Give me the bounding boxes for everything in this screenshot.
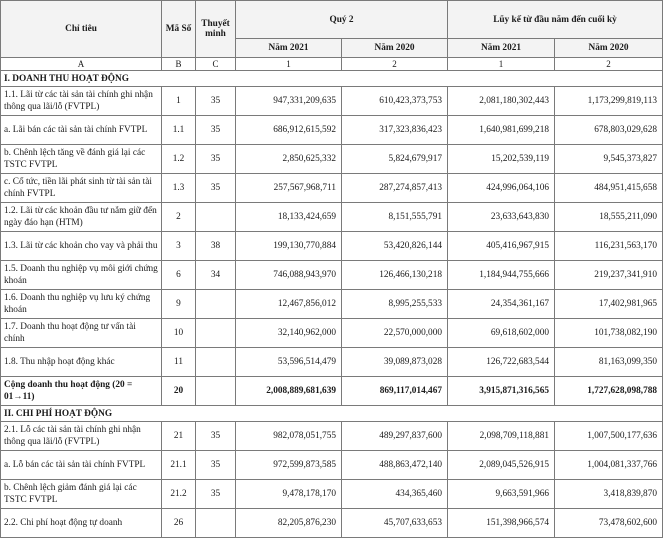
header-thuyet-minh: Thuyết minh — [196, 1, 236, 58]
ytd-2021-value: 1,640,981,699,218 — [448, 116, 555, 145]
row-label: Cộng doanh thu hoạt động (20 = 01→11) — [1, 377, 162, 406]
quarter-2021-value: 972,599,873,585 — [236, 451, 342, 480]
column-index: C — [196, 58, 236, 71]
row-note — [196, 377, 236, 406]
quarter-2020-value: 126,466,130,218 — [342, 261, 448, 290]
row-label: 1.3. Lãi từ các khoản cho vay và phải thu — [1, 232, 162, 261]
header-ytd-2021: Năm 2021 — [448, 39, 555, 58]
ytd-2020-value: 3,418,839,870 — [555, 480, 663, 509]
quarter-2020-value: 8,995,255,533 — [342, 290, 448, 319]
table-row — [1, 509, 663, 538]
ytd-2020-value: 116,231,563,170 — [555, 232, 663, 261]
quarter-2020-value: 488,863,472,140 — [342, 451, 448, 480]
row-label: a. Lãi bán các tài sản tài chính FVTPL — [1, 116, 162, 145]
row-label: b. Chênh lệch giảm đánh giá lại các TSTC FVTPL — [1, 480, 162, 509]
ytd-2021-value: 15,202,539,119 — [448, 145, 555, 174]
table-row — [1, 203, 663, 232]
ytd-2020-value: 1,727,628,098,788 — [555, 377, 663, 406]
table-row — [1, 480, 663, 509]
table-row — [1, 261, 663, 290]
row-code: 11 — [162, 348, 196, 377]
quarter-2020-value: 8,151,555,791 — [342, 203, 448, 232]
quarter-2020-value: 45,707,633,653 — [342, 509, 448, 538]
ytd-2021-value: 9,663,591,966 — [448, 480, 555, 509]
column-index: B — [162, 58, 196, 71]
row-label: 2.1. Lỗ các tài sản tài chính ghi nhận thông qua lãi/lỗ (FVTPL) — [1, 422, 162, 451]
quarter-2020-value: 434,365,460 — [342, 480, 448, 509]
row-label: 1.7. Doanh thu hoạt động tư vấn tài chính — [1, 319, 162, 348]
row-note: 35 — [196, 116, 236, 145]
quarter-2020-value: 22,570,000,000 — [342, 319, 448, 348]
header-quarter-2020: Năm 2020 — [342, 39, 448, 58]
header-ytd-2020: Năm 2020 — [555, 39, 663, 58]
ytd-2021-value: 2,098,709,118,881 — [448, 422, 555, 451]
row-note: 35 — [196, 480, 236, 509]
ytd-2020-value: 1,004,081,337,766 — [555, 451, 663, 480]
row-code: 21.2 — [162, 480, 196, 509]
ytd-2021-value: 1,184,944,755,666 — [448, 261, 555, 290]
table-row — [1, 348, 663, 377]
table-row — [1, 451, 663, 480]
header-quarter-2021: Năm 2021 — [236, 39, 342, 58]
table-body — [1, 71, 663, 538]
column-index: 1 — [236, 58, 342, 71]
row-label: 1.1. Lãi từ các tài sản tài chính ghi nhận thông qua lãi/lỗ (FVTPL) — [1, 87, 162, 116]
ytd-2020-value: 1,007,500,177,636 — [555, 422, 663, 451]
quarter-2021-value: 746,088,943,970 — [236, 261, 342, 290]
ytd-2020-value: 17,402,981,965 — [555, 290, 663, 319]
quarter-2020-value: 5,824,679,917 — [342, 145, 448, 174]
row-label: b. Chênh lệch tăng về đánh giá lại các TSTC FVTPL — [1, 145, 162, 174]
total-row — [1, 377, 663, 406]
row-note — [196, 290, 236, 319]
ytd-2021-value: 69,618,602,000 — [448, 319, 555, 348]
row-code: 20 — [162, 377, 196, 406]
row-label: 1.2. Lãi từ các khoản đầu tư nắm giữ đến ngày đáo hạn (HTM) — [1, 203, 162, 232]
row-code: 1.1 — [162, 116, 196, 145]
quarter-2021-value: 18,133,424,659 — [236, 203, 342, 232]
row-code: 3 — [162, 232, 196, 261]
quarter-2020-value: 869,117,014,467 — [342, 377, 448, 406]
row-code: 1.2 — [162, 145, 196, 174]
row-code: 21 — [162, 422, 196, 451]
table-row — [1, 232, 663, 261]
table-row — [1, 319, 663, 348]
row-note: 35 — [196, 451, 236, 480]
column-index-row — [1, 58, 663, 71]
ytd-2021-value: 2,089,045,526,915 — [448, 451, 555, 480]
row-note: 35 — [196, 174, 236, 203]
table-row — [1, 87, 663, 116]
ytd-2021-value: 3,915,871,316,565 — [448, 377, 555, 406]
quarter-2021-value: 12,467,856,012 — [236, 290, 342, 319]
row-note — [196, 319, 236, 348]
row-label: a. Lỗ bán các tài sản tài chính FVTPL — [1, 451, 162, 480]
section-header-row — [1, 406, 663, 422]
quarter-2021-value: 2,850,625,332 — [236, 145, 342, 174]
section-header-row — [1, 71, 663, 87]
header-ma-so: Mã Số — [162, 1, 196, 58]
table-row — [1, 290, 663, 319]
row-note: 38 — [196, 232, 236, 261]
row-note — [196, 509, 236, 538]
ytd-2021-value: 405,416,967,915 — [448, 232, 555, 261]
ytd-2021-value: 2,081,180,302,443 — [448, 87, 555, 116]
ytd-2021-value: 23,633,643,830 — [448, 203, 555, 232]
ytd-2020-value: 9,545,373,827 — [555, 145, 663, 174]
quarter-2020-value: 489,297,837,600 — [342, 422, 448, 451]
ytd-2021-value: 126,722,683,544 — [448, 348, 555, 377]
row-code: 2 — [162, 203, 196, 232]
quarter-2021-value: 947,331,209,635 — [236, 87, 342, 116]
row-code: 9 — [162, 290, 196, 319]
quarter-2021-value: 9,478,178,170 — [236, 480, 342, 509]
row-code: 6 — [162, 261, 196, 290]
quarter-2020-value: 317,323,836,423 — [342, 116, 448, 145]
ytd-2021-value: 24,354,361,167 — [448, 290, 555, 319]
ytd-2021-value: 151,398,966,574 — [448, 509, 555, 538]
quarter-2020-value: 39,089,873,028 — [342, 348, 448, 377]
section-title: I. DOANH THU HOẠT ĐỘNG — [1, 71, 663, 87]
ytd-2020-value: 18,555,211,090 — [555, 203, 663, 232]
quarter-2021-value: 2,008,889,681,639 — [236, 377, 342, 406]
row-code: 1.3 — [162, 174, 196, 203]
table-row — [1, 422, 663, 451]
header-quy-2: Quý 2 — [236, 1, 448, 39]
ytd-2020-value: 219,237,341,910 — [555, 261, 663, 290]
table-row — [1, 116, 663, 145]
row-note — [196, 203, 236, 232]
row-label: 1.6. Doanh thu nghiệp vụ lưu ký chứng khoán — [1, 290, 162, 319]
row-code: 1 — [162, 87, 196, 116]
row-label: 2.2. Chi phí hoạt động tự doanh — [1, 509, 162, 538]
ytd-2020-value: 101,738,082,190 — [555, 319, 663, 348]
table-row — [1, 174, 663, 203]
ytd-2020-value: 484,951,415,658 — [555, 174, 663, 203]
row-note: 35 — [196, 145, 236, 174]
ytd-2021-value: 424,996,064,106 — [448, 174, 555, 203]
ytd-2020-value: 73,478,602,600 — [555, 509, 663, 538]
quarter-2020-value: 287,274,857,413 — [342, 174, 448, 203]
quarter-2021-value: 686,912,615,592 — [236, 116, 342, 145]
quarter-2021-value: 257,567,968,711 — [236, 174, 342, 203]
column-index: A — [1, 58, 162, 71]
row-code: 26 — [162, 509, 196, 538]
quarter-2021-value: 32,140,962,000 — [236, 319, 342, 348]
row-label: c. Cổ tức, tiền lãi phát sinh từ tài sản tài chính FVTPL — [1, 174, 162, 203]
quarter-2021-value: 53,596,514,479 — [236, 348, 342, 377]
header-luy-ke: Lũy kế từ đầu năm đến cuối kỳ — [448, 1, 663, 39]
ytd-2020-value: 1,173,299,819,113 — [555, 87, 663, 116]
row-code: 10 — [162, 319, 196, 348]
header-chi-tieu: Chỉ tiêu — [1, 1, 162, 58]
row-label: 1.8. Thu nhập hoạt động khác — [1, 348, 162, 377]
column-index: 2 — [555, 58, 663, 71]
row-note: 35 — [196, 87, 236, 116]
row-code: 21.1 — [162, 451, 196, 480]
quarter-2020-value: 53,420,826,144 — [342, 232, 448, 261]
column-index: 1 — [448, 58, 555, 71]
section-title: II. CHI PHÍ HOẠT ĐỘNG — [1, 406, 663, 422]
row-note: 34 — [196, 261, 236, 290]
ytd-2020-value: 678,803,029,628 — [555, 116, 663, 145]
ytd-2020-value: 81,163,099,350 — [555, 348, 663, 377]
row-note — [196, 348, 236, 377]
column-index: 2 — [342, 58, 448, 71]
quarter-2021-value: 82,205,876,230 — [236, 509, 342, 538]
quarter-2021-value: 982,078,051,755 — [236, 422, 342, 451]
table-row — [1, 145, 663, 174]
row-note: 35 — [196, 422, 236, 451]
quarter-2021-value: 199,130,770,884 — [236, 232, 342, 261]
quarter-2020-value: 610,423,373,753 — [342, 87, 448, 116]
row-label: 1.5. Doanh thu nghiệp vụ môi giới chứng khoán — [1, 261, 162, 290]
